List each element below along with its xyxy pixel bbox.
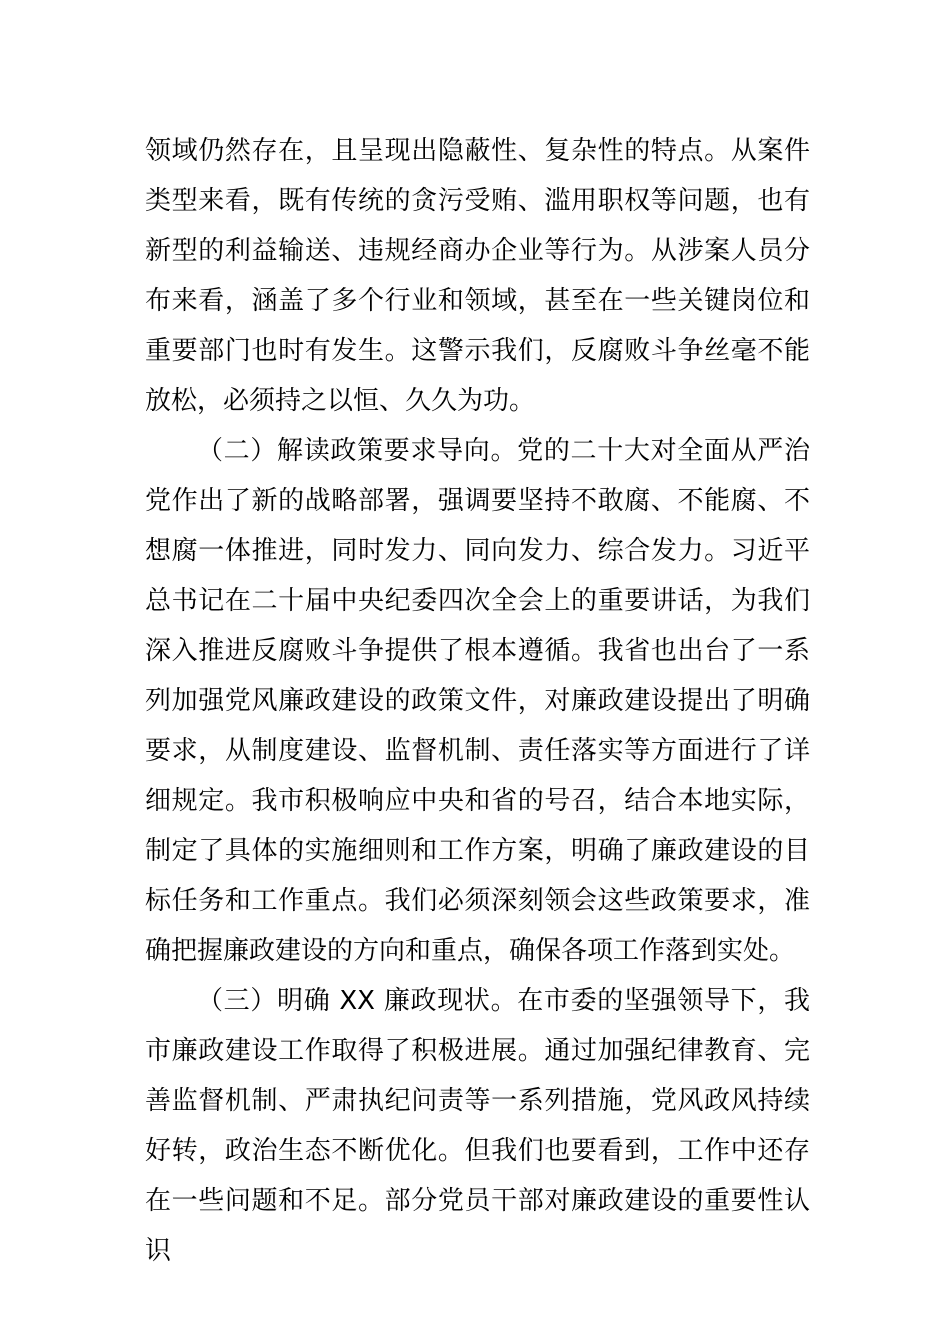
paragraph-policy-requirements: （二）解读政策要求导向。党的二十大对全面从严治党作出了新的战略部署，强调要坚持不敢腐、不能腐、不想腐一体推进，同时发力、同向发力、综合发力。习近平总书记在二十届中央纪委四次全会上的重要讲话，为我们深入推进反腐败斗争提供了根本遵循。我省也出台了一系列加强党风廉政建设的政策文件，对廉政建设提出了明确要求，从制度建设、监督机制、责任落实等方面进行了详细规定。我市积极响应中央和省的号召，结合本地实际，制定了具体的实施细则和工作方案，明确了廉政建设的目标任务和工作重点。我们必须深刻领会这些政策要求，准确把握廉政建设的方向和重点，确保各项工作落到实处。	[145, 436, 810, 966]
paragraph-integrity-status: （三）明确 XX 廉政现状。在市委的坚强领导下，我市廉政建设工作取得了积极进展。通过加强纪律教育、完善监督机制、严肃执纪问责等一系列措施，党风政风持续好转，政治生态不断优化。但我们也要看到，工作中还存在一些问题和不足。部分党员干部对廉政建设的重要性认识	[145, 986, 810, 1266]
document-body	[145, 126, 810, 1276]
paragraph-continued: 领域仍然存在，且呈现出隐蔽性、复杂性的特点。从案件类型来看，既有传统的贪污受贿、滥用职权等问题，也有新型的利益输送、违规经商办企业等行为。从涉案人员分布来看，涵盖了多个行业和领域，甚至在一些关键岗位和重要部门也时有发生。这警示我们，反腐败斗争丝毫不能放松，必须持之以恒、久久为功。	[145, 136, 810, 416]
